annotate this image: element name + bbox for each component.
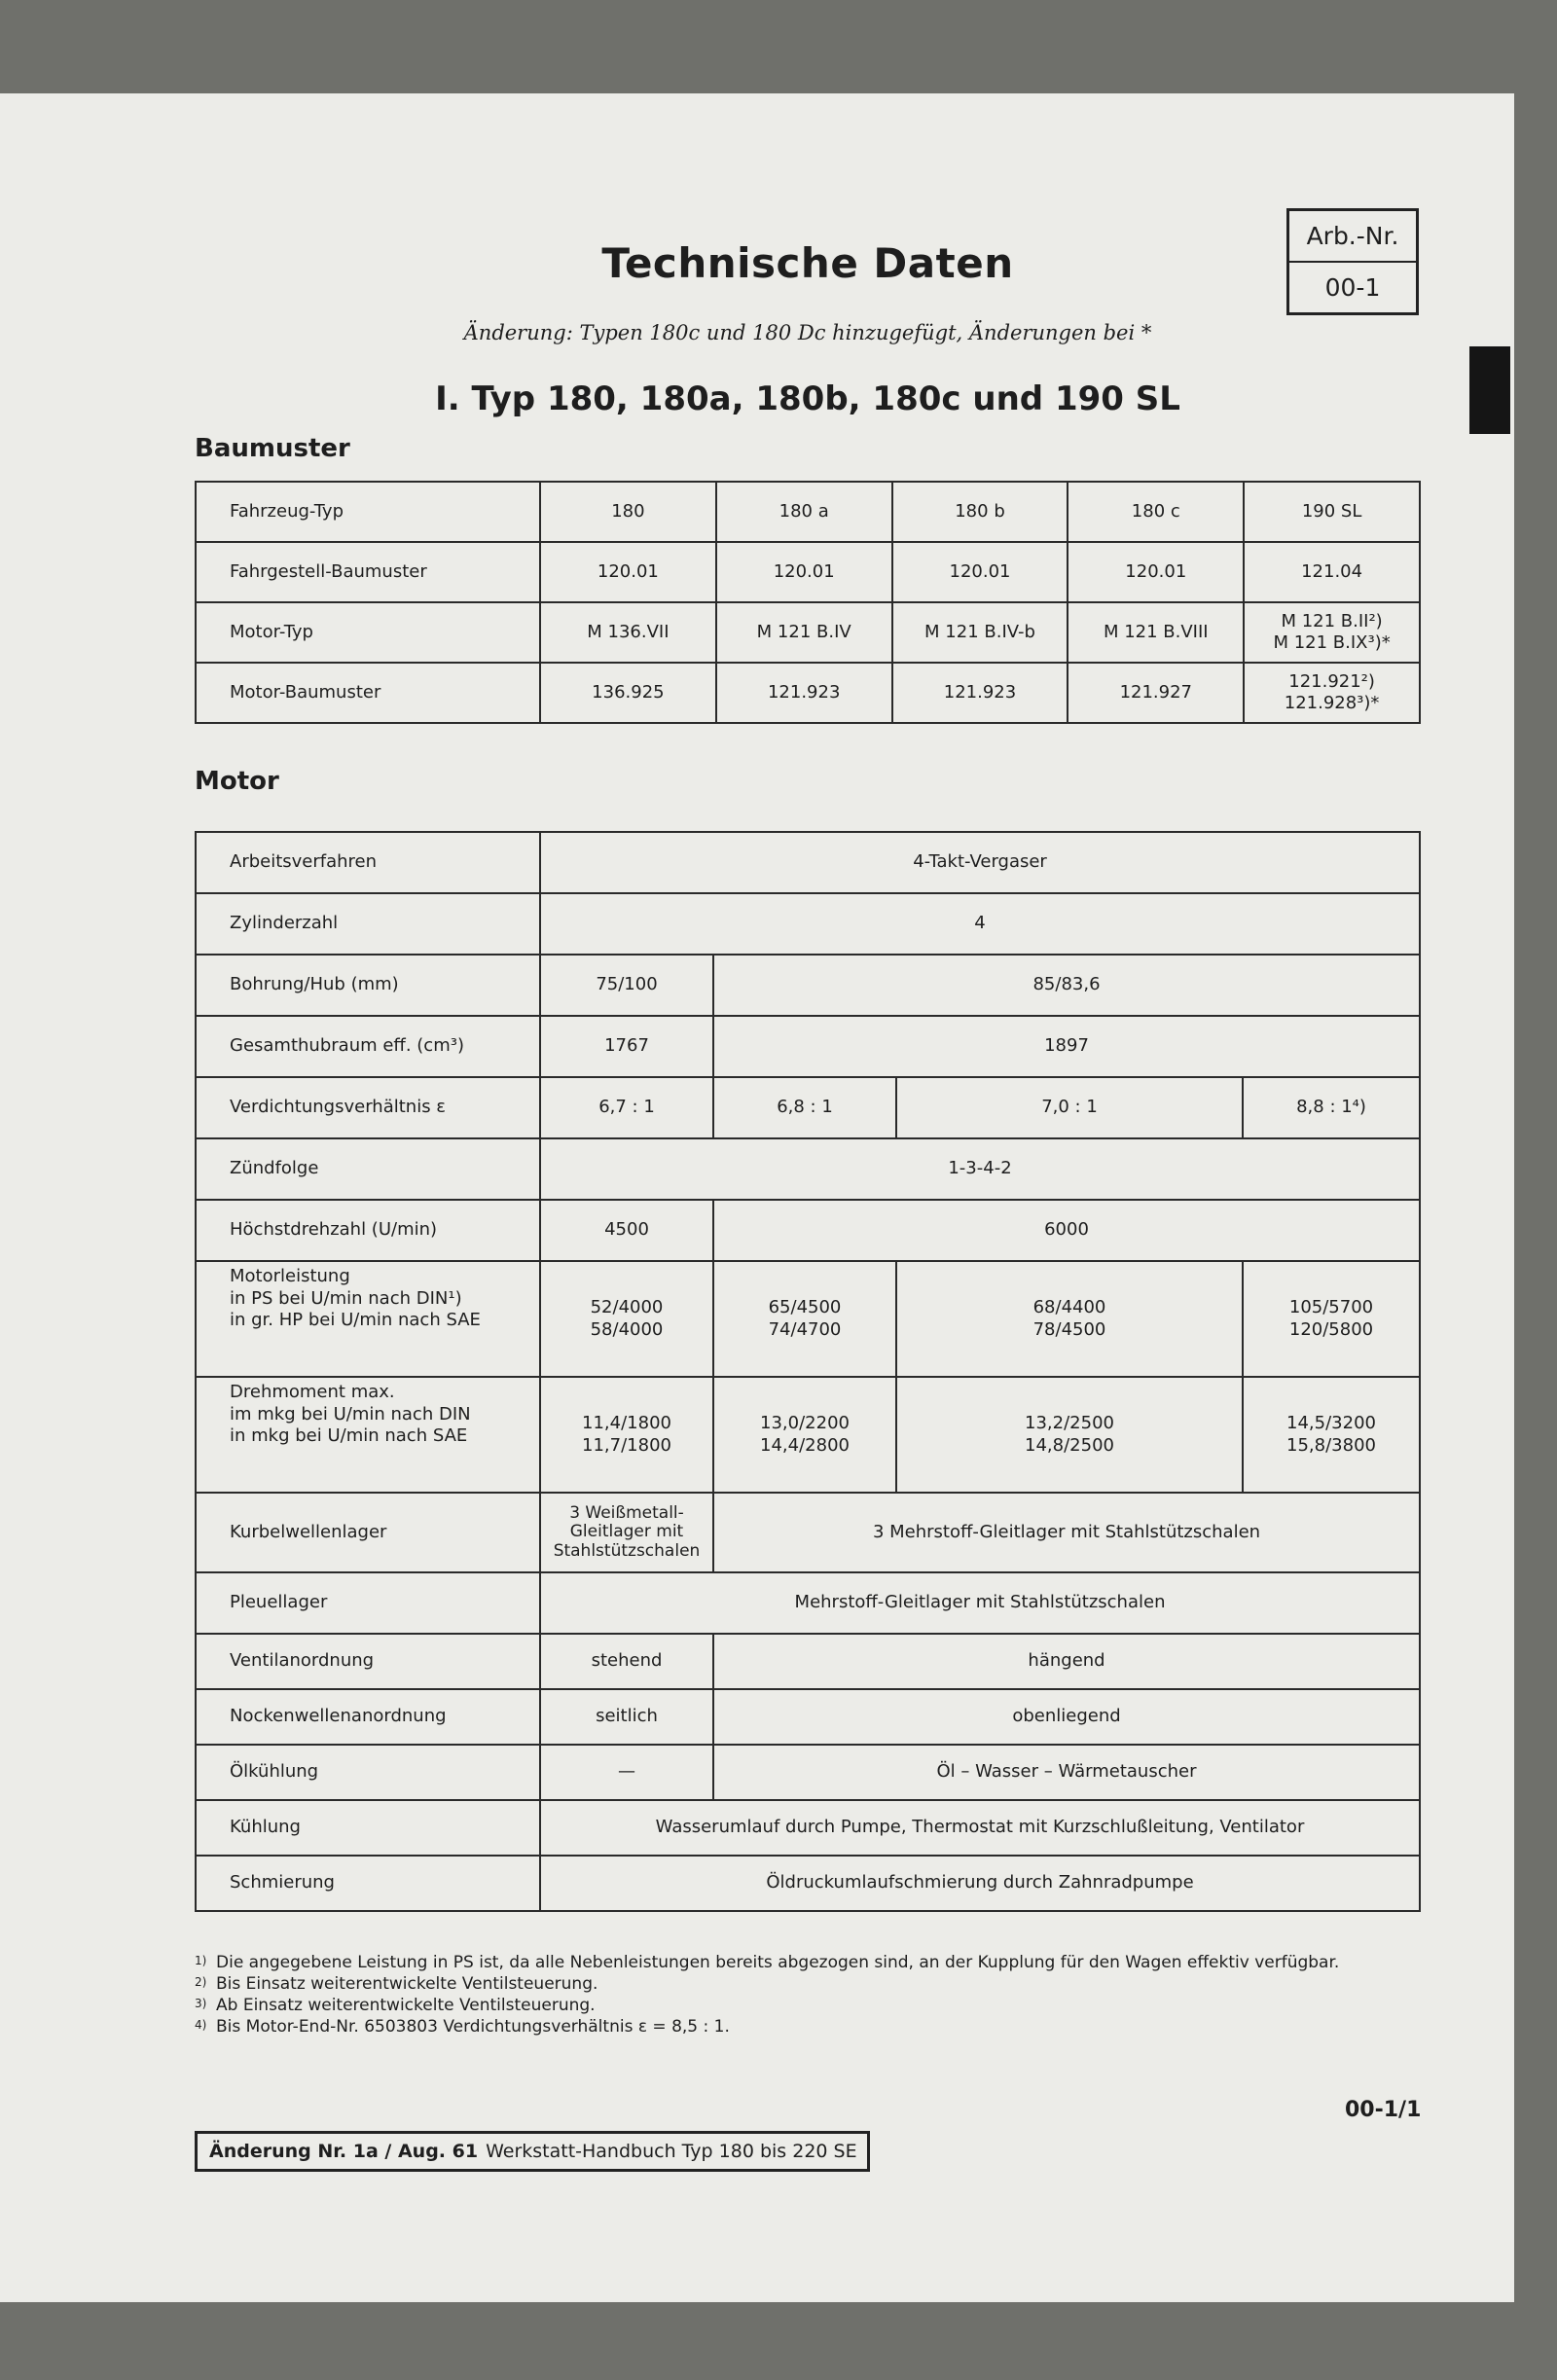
table-cell: 121.04 [1244, 542, 1420, 602]
row-label: Ventilanordnung [196, 1634, 540, 1689]
table-cell: 120.01 [716, 542, 892, 602]
table-cell: 11,4/1800 11,7/1800 [540, 1377, 713, 1493]
footnote-text: Die angegebene Leistung in PS ist, da alle Nebenleistungen bereits abgezogen sind, an der Kupplung für den Wagen effektiv verfügbar. [216, 1953, 1340, 1972]
row-label: Nockenwellenanordnung [196, 1689, 540, 1745]
row-label: Kühlung [196, 1800, 540, 1856]
table-cell: Öldruckumlaufschmierung durch Zahnradpumpe [540, 1856, 1420, 1911]
table-cell: 180 c [1068, 482, 1244, 542]
footnote [195, 1952, 1421, 1973]
row-label: Zündfolge [196, 1138, 540, 1200]
arb-nr-label: Arb.-Nr. [1289, 211, 1416, 263]
table-row [196, 1689, 1420, 1745]
table-cell: 8,8 : 1⁴) [1243, 1077, 1420, 1138]
row-label: Motor-Typ [196, 602, 540, 663]
table-cell: 120.01 [892, 542, 1068, 602]
table-cell: 190 SL [1244, 482, 1420, 542]
row-label: Motorleistung in PS bei U/min nach DIN¹) in gr. HP bei U/min nach SAE [196, 1261, 540, 1377]
table-cell: M 121 B.IV [716, 602, 892, 663]
table-cell: 180 a [716, 482, 892, 542]
table-row [196, 542, 1420, 602]
table-row [196, 1745, 1420, 1800]
table-row [196, 663, 1420, 723]
table-cell: 1-3-4-2 [540, 1138, 1420, 1200]
table-row [196, 1572, 1420, 1634]
row-label: Verdichtungsverhältnis ε [196, 1077, 540, 1138]
table-cell: Mehrstoff-Gleitlager mit Stahlstützschalen [540, 1572, 1420, 1634]
page-subtitle: I. Typ 180, 180a, 180b, 180c und 190 SL [435, 379, 1180, 418]
row-label: Motor-Baumuster [196, 663, 540, 723]
footnote-text: Ab Einsatz weiterentwickelte Ventilsteuerung. [216, 1996, 596, 2015]
table-cell: 4-Takt-Vergaser [540, 832, 1420, 893]
table-row [196, 1016, 1420, 1077]
row-label: Schmierung [196, 1856, 540, 1911]
table-row [196, 482, 1420, 542]
row-label: Gesamthubraum eff. (cm³) [196, 1016, 540, 1077]
table-cell: 14,5/3200 15,8/3800 [1243, 1377, 1420, 1493]
revision-change: Änderung Nr. 1a / Aug. 61 [209, 2141, 479, 2162]
table-row [196, 1200, 1420, 1261]
baumuster-table [195, 481, 1421, 724]
footnotes [195, 1952, 1421, 2037]
table-cell: 13,2/2500 14,8/2500 [896, 1377, 1243, 1493]
table-row [196, 955, 1420, 1016]
table-cell: 121.921²) 121.928³)* [1244, 663, 1420, 723]
table-cell: 75/100 [540, 955, 713, 1016]
footnote [195, 1995, 1421, 2016]
row-label: Ölkühlung [196, 1745, 540, 1800]
table-cell: M 121 B.IV-b [892, 602, 1068, 663]
footnote-text: Bis Einsatz weiterentwickelte Ventilsteuerung. [216, 1974, 598, 1994]
table-row [196, 1377, 1420, 1493]
table-row [196, 832, 1420, 893]
table-cell: Wasserumlauf durch Pumpe, Thermostat mit Kurzschlußleitung, Ventilator [540, 1800, 1420, 1856]
table-cell: 3 Mehrstoff-Gleitlager mit Stahlstützschalen [713, 1493, 1420, 1572]
page-title: Technische Daten [601, 239, 1014, 287]
motor-table [195, 831, 1421, 1912]
table-cell: 52/4000 58/4000 [540, 1261, 713, 1377]
row-label: Zylinderzahl [196, 893, 540, 955]
table-cell: 4 [540, 893, 1420, 955]
change-note: Änderung: Typen 180c und 180 Dc hinzugefügt, Änderungen bei * [463, 321, 1152, 344]
table-cell: 121.927 [1068, 663, 1244, 723]
table-cell: 6,8 : 1 [713, 1077, 896, 1138]
section-heading-motor: Motor [195, 767, 279, 796]
table-row [196, 602, 1420, 663]
table-cell: 85/83,6 [713, 955, 1420, 1016]
footnote [195, 1973, 1421, 1995]
table-cell: 1897 [713, 1016, 1420, 1077]
row-label: Drehmoment max. im mkg bei U/min nach DIN in mkg bei U/min nach SAE [196, 1377, 540, 1493]
row-label: Arbeitsverfahren [196, 832, 540, 893]
table-cell: 6,7 : 1 [540, 1077, 713, 1138]
table-cell: hängend [713, 1634, 1420, 1689]
table-cell: 105/5700 120/5800 [1243, 1261, 1420, 1377]
table-row [196, 1493, 1420, 1572]
table-cell: 136.925 [540, 663, 716, 723]
row-label: Kurbelwellenlager [196, 1493, 540, 1572]
table-cell: 3 Weißmetall- Gleitlager mit Stahlstützschalen [540, 1493, 713, 1572]
row-label: Fahrgestell-Baumuster [196, 542, 540, 602]
table-cell: stehend [540, 1634, 713, 1689]
footnote [195, 2016, 1421, 2037]
footnote-mark: 1) [195, 1954, 207, 1967]
table-cell: Öl – Wasser – Wärmetauscher [713, 1745, 1420, 1800]
row-label: Fahrzeug-Typ [196, 482, 540, 542]
table-row [196, 1138, 1420, 1200]
row-label: Bohrung/Hub (mm) [196, 955, 540, 1016]
table-cell: 121.923 [892, 663, 1068, 723]
table-cell: — [540, 1745, 713, 1800]
row-label: Pleuellager [196, 1572, 540, 1634]
table-row [196, 1077, 1420, 1138]
revision-manual: Werkstatt-Handbuch Typ 180 bis 220 SE [486, 2141, 857, 2162]
footnote-text: Bis Motor-End-Nr. 6503803 Verdichtungsverhältnis ε = 8,5 : 1. [216, 2017, 730, 2037]
table-cell: 180 [540, 482, 716, 542]
table-cell: M 121 B.VIII [1068, 602, 1244, 663]
table-cell: 7,0 : 1 [896, 1077, 1243, 1138]
footnote-mark: 2) [195, 1975, 207, 1989]
table-cell: 1767 [540, 1016, 713, 1077]
table-cell: M 136.VII [540, 602, 716, 663]
table-cell: 121.923 [716, 663, 892, 723]
arb-nr-value: 00-1 [1324, 273, 1381, 302]
table-cell: 65/4500 74/4700 [713, 1261, 896, 1377]
table-row [196, 1261, 1420, 1377]
table-cell: 4500 [540, 1200, 713, 1261]
table-cell: M 121 B.II²) M 121 B.IX³)* [1244, 602, 1420, 663]
table-cell: 120.01 [1068, 542, 1244, 602]
row-label: Höchstdrehzahl (U/min) [196, 1200, 540, 1261]
revision-box [195, 2131, 870, 2172]
table-row [196, 1800, 1420, 1856]
table-row [196, 1856, 1420, 1911]
table-cell: 120.01 [540, 542, 716, 602]
footnote-mark: 4) [195, 2018, 207, 2032]
page-number: 00-1/1 [1345, 2098, 1422, 2122]
table-cell: 13,0/2200 14,4/2800 [713, 1377, 896, 1493]
table-row [196, 893, 1420, 955]
section-heading-baumuster: Baumuster [195, 434, 350, 463]
table-cell: seitlich [540, 1689, 713, 1745]
table-cell: obenliegend [713, 1689, 1420, 1745]
table-cell: 6000 [713, 1200, 1420, 1261]
footnote-mark: 3) [195, 1997, 207, 2010]
table-cell: 68/4400 78/4500 [896, 1261, 1243, 1377]
table-cell: 180 b [892, 482, 1068, 542]
table-row [196, 1634, 1420, 1689]
